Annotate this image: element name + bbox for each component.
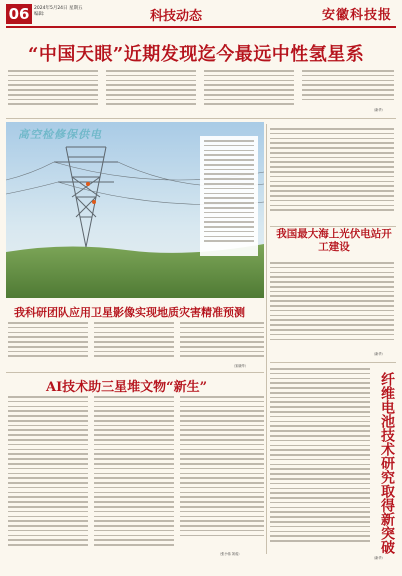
article-2-headline: 我科研团队应用卫星影像实现地质灾害精准预测 bbox=[14, 306, 245, 319]
article-4-headline: AI技术助三星堆文物“新生” bbox=[46, 380, 208, 395]
article-5-column bbox=[270, 368, 370, 554]
issue-date: 2024年5月24日 星期五 bbox=[34, 6, 83, 11]
issue-meta bbox=[34, 6, 82, 18]
article-2-byline: （宋晓华） bbox=[232, 364, 248, 368]
article-3-headline-text: 我国最大海上光伏电站开工建设 bbox=[276, 228, 392, 253]
article-4-byline: （张小伟 刘成） bbox=[218, 552, 242, 556]
article-1-column bbox=[106, 70, 196, 110]
divider bbox=[270, 226, 396, 227]
editors: 编辑: bbox=[34, 12, 45, 17]
divider bbox=[266, 124, 267, 554]
article-4-column bbox=[94, 396, 174, 554]
article-2-column bbox=[180, 322, 264, 364]
divider bbox=[6, 118, 396, 119]
article-3-byline: （新华） bbox=[372, 352, 385, 356]
article-3-headline bbox=[272, 228, 396, 254]
article-1-headline: “中国天眼”近期发现迄今最远中性氢星系 bbox=[28, 44, 365, 65]
article-1-column bbox=[204, 70, 294, 110]
section-title: 科技动态 bbox=[150, 9, 203, 24]
article-3-column bbox=[270, 128, 394, 224]
divider bbox=[270, 362, 396, 363]
article-5-byline: （新华） bbox=[372, 556, 385, 560]
article-1-byline: （新华） bbox=[372, 108, 385, 112]
article-5-headline: 纤维电池技术研究取得新突破 bbox=[379, 372, 395, 554]
article-1-column bbox=[302, 70, 394, 106]
page-number: 06 bbox=[6, 4, 32, 24]
article-1-column bbox=[8, 70, 98, 110]
article-4-column bbox=[180, 396, 264, 546]
article-3-column bbox=[270, 262, 394, 354]
article-2-column bbox=[8, 322, 88, 364]
photo-title: 高空检修保供电 bbox=[18, 128, 102, 141]
divider bbox=[6, 372, 264, 373]
article-4-column bbox=[8, 396, 88, 554]
header-rule bbox=[6, 26, 396, 28]
article-2-column bbox=[94, 322, 174, 364]
newspaper-brand: 安徽科技报 bbox=[322, 8, 393, 23]
photo-caption bbox=[200, 136, 258, 256]
